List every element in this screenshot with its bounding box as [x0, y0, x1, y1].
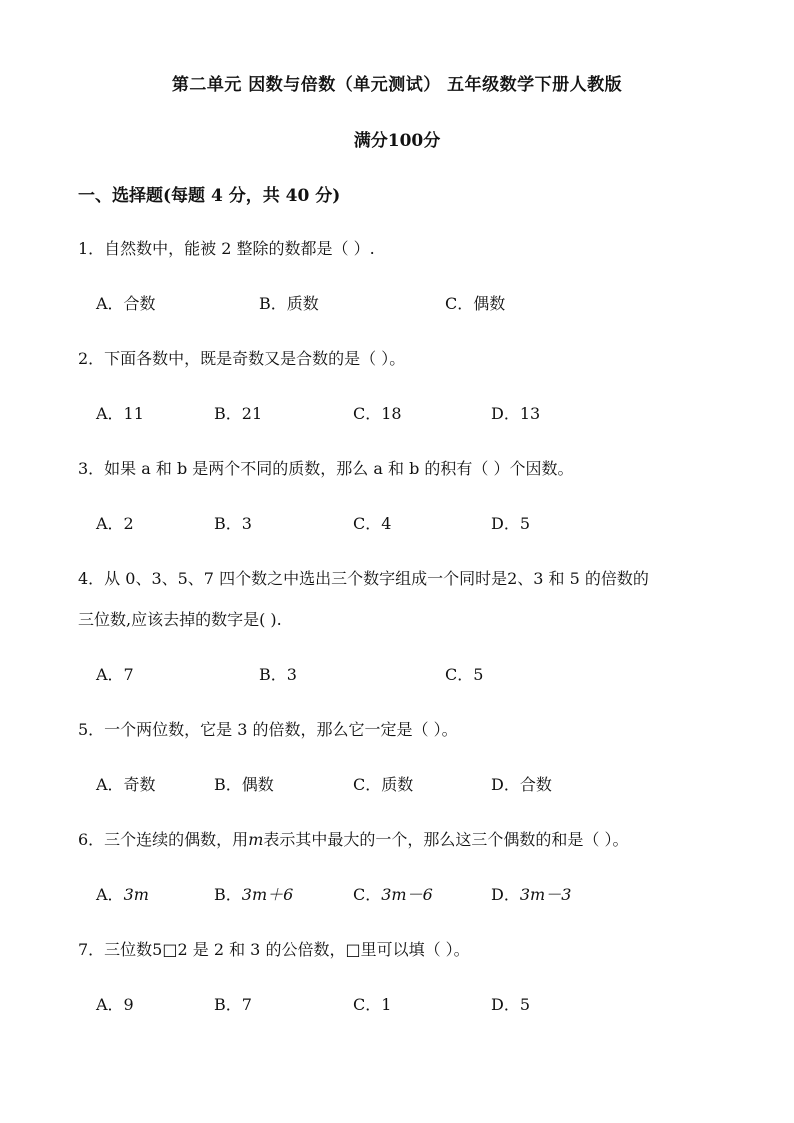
q7-option-d[interactable]: D．5: [491, 995, 531, 1014]
q1-option-a[interactable]: A．合数: [96, 294, 156, 313]
q6-option-a-label: A．: [96, 885, 124, 904]
q6-option-b[interactable]: [214, 882, 293, 905]
q3-option-b[interactable]: B．3: [214, 514, 252, 533]
q6-option-c-expr: 3m－6: [381, 885, 433, 904]
q6-option-b-expr: 3m＋6: [241, 885, 294, 904]
q6-option-a-expr: 3m: [123, 885, 149, 904]
q6-option-c[interactable]: [353, 882, 433, 905]
q5-option-d[interactable]: D．合数: [491, 775, 552, 794]
q5-option-c[interactable]: C．质数: [353, 775, 414, 794]
question-3: 3．如果 a 和 b 是两个不同的质数，那么 a 和 b 的积有（ ）个因数。: [78, 459, 574, 478]
q7-option-c[interactable]: C．1: [353, 995, 392, 1014]
q7-option-a[interactable]: A．9: [96, 995, 134, 1014]
q6-option-b-label: B．: [214, 885, 242, 904]
question-4-line-2: 三位数,应该去掉的数字是( ).: [78, 610, 282, 629]
q6-option-a[interactable]: [96, 882, 149, 905]
question-2: 2．下面各数中，既是奇数又是合数的是（ ）。: [78, 349, 406, 368]
q4-option-b[interactable]: B．3: [259, 665, 297, 684]
q1-option-c[interactable]: C．偶数: [445, 294, 506, 313]
page-subtitle: 满分100分: [353, 131, 441, 151]
q2-option-c[interactable]: C．18: [353, 404, 402, 423]
page-title: 第二单元 因数与倍数（单元测试） 五年级数学下册人教版: [171, 75, 623, 95]
question-5: 5．一个两位数，它是 3 的倍数，那么它一定是（ ）。: [78, 720, 458, 739]
question-6-text-b: 表示其中最大的一个，那么这三个偶数的和是（ ）。: [263, 830, 629, 849]
q5-option-a[interactable]: A．奇数: [96, 775, 156, 794]
q2-option-d[interactable]: D．13: [491, 404, 541, 423]
q1-option-b[interactable]: B．质数: [259, 294, 319, 313]
question-6: [78, 827, 628, 850]
q3-option-a[interactable]: A．2: [96, 514, 134, 533]
q7-option-b[interactable]: B．7: [214, 995, 252, 1014]
q4-option-a[interactable]: A．7: [96, 665, 134, 684]
q3-option-c[interactable]: C．4: [353, 514, 392, 533]
question-7: 7．三位数5□2 是 2 和 3 的公倍数，□里可以填（ ）。: [78, 940, 470, 959]
q6-option-d-expr: 3m－3: [519, 885, 572, 904]
section-heading: 一、选择题(每题 4 分，共 40 分): [78, 186, 341, 206]
q4-option-c[interactable]: C．5: [445, 665, 484, 684]
q2-option-a[interactable]: A．11: [96, 404, 144, 423]
q6-option-c-label: C．: [353, 885, 382, 904]
question-6-text-a: 6．三个连续的偶数，用: [78, 830, 249, 849]
variable-m: m: [248, 830, 264, 849]
question-1: 1．自然数中，能被 2 整除的数都是（ ）.: [78, 239, 375, 258]
question-4: 4．从 0、3、5、7 四个数之中选出三个数字组成一个同时是2、3 和 5 的倍数的: [78, 569, 649, 588]
q2-option-b[interactable]: B．21: [214, 404, 263, 423]
q5-option-b[interactable]: B．偶数: [214, 775, 274, 794]
q6-option-d[interactable]: [491, 882, 571, 905]
q3-option-d[interactable]: D．5: [491, 514, 531, 533]
q6-option-d-label: D．: [491, 885, 520, 904]
